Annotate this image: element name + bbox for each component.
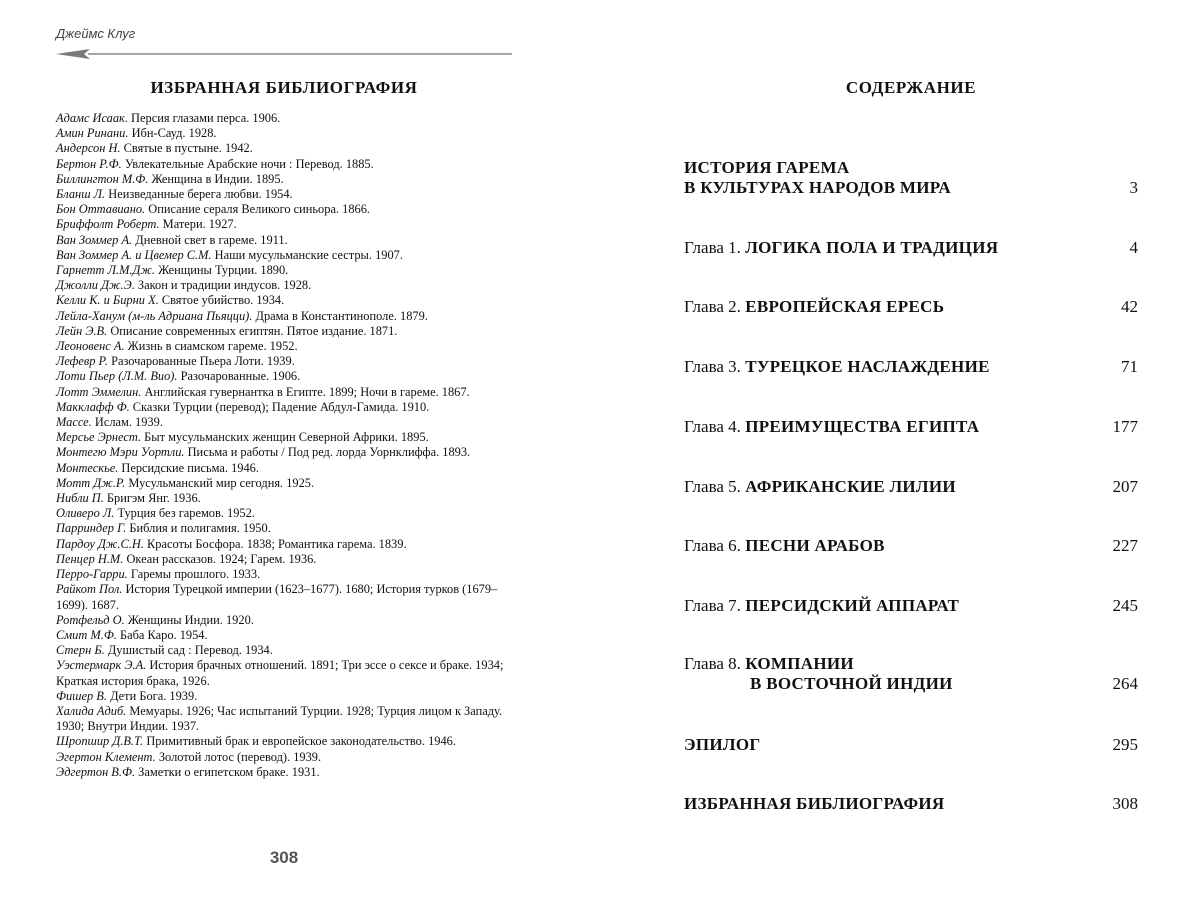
toc-entry-text [684,238,1138,258]
bibliography-list [56,111,512,780]
bibliography-entry [56,339,512,354]
bibliography-author: Пардоу Дж.С.Н. [56,536,144,551]
toc-entry-text [684,297,1138,317]
toc-chapter-prefix: Глава 6. [684,536,741,555]
bibliography-title: ИЗБРАННАЯ БИБЛИОГРАФИЯ [150,78,418,97]
toc-entry[interactable] [684,477,1138,497]
bibliography-entry [56,521,512,536]
bibliography-entry [56,248,512,263]
bibliography-author: Оливеро Л. [56,506,115,521]
bibliography-author: Джолли Дж.Э. [56,278,135,293]
bibliography-entry [56,658,512,688]
toc-chapter-title: ИЗБРАННАЯ БИБЛИОГРАФИЯ [684,794,945,813]
toc-entry[interactable] [684,158,1138,198]
bibliography-author: Эдгертон В.Ф. [56,764,136,779]
bibliography-author: Смит М.Ф. [56,627,117,642]
toc-entry[interactable] [684,297,1138,317]
toc-page-number: 227 [1112,536,1138,555]
bibliography-work: Персия глазами перса. 1906. [127,111,281,125]
bibliography-work: Сказки Турции (перевод); Падение Абдул-Гамида. 1910. [129,399,430,414]
toc-page-number: 177 [1112,417,1138,436]
toc-chapter-title: АФРИКАНСКИЕ ЛИЛИИ [745,477,956,496]
bibliography-work: Примитивный брак и европейское законодательство. 1946. [143,734,456,749]
bibliography-work: Турция без гаремов. 1952. [114,506,255,521]
bibliography-entry [56,582,512,612]
bibliography-entry [56,765,512,780]
bibliography-work: Быт мусульманских женщин Северной Африки. 1895. [141,430,429,445]
toc-entry-text [684,477,1138,497]
bibliography-entry [56,293,512,308]
bibliography-work: Океан рассказов. 1924; Гарем. 1936. [123,551,317,566]
bibliography-entry [56,552,512,567]
toc-chapter-title: ПРЕИМУЩЕСТВА ЕГИПТА [745,417,980,436]
bibliography-entry [56,506,512,521]
bibliography-entry [56,430,512,445]
bibliography-author: Лефевр Р. [56,354,108,369]
bibliography-work: Наши мусульманские сестры. 1907. [211,247,403,262]
toc-page-number: 295 [1112,735,1138,754]
toc-chapter-title: ИСТОРИЯ ГАРЕМА [684,158,850,177]
bibliography-work: Описание сераля Великого синьора. 1866. [145,202,371,217]
bibliography-entry [56,750,512,765]
bibliography-work: Жизнь в сиамском гареме. 1952. [124,339,298,354]
bibliography-entry [56,111,512,126]
bibliography-work: Бригэм Янг. 1936. [103,491,201,506]
bibliography-author: Ван Зоммер А. [56,232,133,247]
toc-chapter-title-continued: В КУЛЬТУРАХ НАРОДОВ МИРА [684,178,951,197]
toc-entry[interactable] [684,735,1138,755]
bibliography-entry [56,187,512,202]
bibliography-author: Бланш Л. [56,187,106,202]
bibliography-author: Пенцер Н.М. [56,551,124,566]
bibliography-author: Андерсон Н. [56,141,121,156]
toc-title: СОДЕРЖАНИЕ [845,78,977,97]
toc-chapter-prefix: Глава 3. [684,357,741,376]
toc-chapter-title: КОМПАНИИ [745,654,854,673]
toc-entry[interactable] [684,238,1138,258]
bibliography-author: Ротфельд О. [56,612,125,627]
arrow-rule-icon [54,44,514,64]
toc-entry-text [684,357,1138,377]
bibliography-author: Бон Оттавиано. [56,202,146,217]
bibliography-author: Мерсье Эрнест. [56,430,142,445]
toc-entry[interactable] [684,794,1138,814]
bibliography-author: Адамс Исаак. [56,111,128,125]
toc-entry-text [684,654,1138,694]
bibliography-work: Библия и полигамия. 1950. [126,521,271,536]
bibliography-work: История Турецкой империи (1623–1677). 1680; История турков (1679–1699). 1687. [56,582,498,612]
bibliography-author: Лотт Эммелин. [56,384,142,399]
bibliography-author: Уэстермарк Э.А. [56,658,147,673]
bibliography-entry [56,126,512,141]
bibliography-entry [56,415,512,430]
bibliography-work: Гаремы прошлого. 1933. [127,567,261,582]
bibliography-author: Перро-Гарри. [56,567,128,582]
bibliography-work: Ибн-Сауд. 1928. [128,126,217,141]
bibliography-work: Мусульманский мир сегодня. 1925. [125,475,315,490]
bibliography-work: Дневной свет в гареме. 1911. [132,232,288,247]
bibliography-author: Монтескье. [56,460,119,475]
toc-chapter-prefix: Глава 8. [684,654,741,673]
bibliography-work: Ислам. 1939. [91,415,163,430]
toc-entry-text [684,536,1138,556]
bibliography-entry [56,704,512,734]
bibliography-entry [56,324,512,339]
bibliography-entry [56,643,512,658]
bibliography-entry [56,476,512,491]
bibliography-entry [56,369,512,384]
bibliography-author: Нибли П. [56,491,104,506]
bibliography-author: Массе. [56,415,92,430]
toc-chapter-title: ЕВРОПЕЙСКАЯ ЕРЕСЬ [745,297,945,316]
bibliography-author: Бриффолт Роберт. [56,217,160,232]
bibliography-work: Описание современных египтян. Пятое издание. 1871. [107,323,398,338]
bibliography-entry [56,689,512,704]
bibliography-work: Разочарованные Пьера Лоти. 1939. [107,354,295,369]
bibliography-work: Персидские письма. 1946. [118,460,259,475]
toc-page-number: 4 [1129,238,1138,257]
bibliography-work: Золотой лотос (перевод). 1939. [155,749,322,764]
toc-chapter-prefix: Глава 4. [684,417,741,436]
bibliography-author: Гарнетт Л.М.Дж. [56,263,156,278]
bibliography-author: Мотт Дж.Р. [56,475,126,490]
bibliography-author: Шропшир Д.В.Т. [56,734,144,749]
bibliography-work: Святые в пустыне. 1942. [120,141,253,156]
bibliography-entry [56,141,512,156]
bibliography-work: Английская гувернантка в Египте. 1899; Ночи в гареме. 1867. [141,384,470,399]
bibliography-work: Драма в Константинополе. 1879. [252,308,428,323]
bibliography-author: Биллингтон М.Ф. [56,171,149,186]
bibliography-entry [56,400,512,415]
toc-entry[interactable] [684,536,1138,556]
bibliography-entry [56,461,512,476]
bibliography-author: Лейла-Ханум (м-ль Адриана Пьяцци). [56,308,253,323]
bibliography-work: Закон и традиции индусов. 1928. [134,278,312,293]
toc-entry[interactable] [684,357,1138,377]
bibliography-author: Лейн Э.В. [56,323,108,338]
bibliography-author: Эгертон Клемент. [56,749,156,764]
toc-chapter-prefix: Глава 1. [684,238,741,257]
toc-entry-text [684,794,1138,814]
toc-chapter-title: ЛОГИКА ПОЛА И ТРАДИЦИЯ [745,238,999,257]
bibliography-work: Баба Каро. 1954. [116,627,208,642]
bibliography-entry [56,354,512,369]
bibliography-entry [56,537,512,552]
bibliography-author: Макклафф Ф. [56,399,130,414]
bibliography-entry [56,613,512,628]
bibliography-work: Женщина в Индии. 1895. [148,171,284,186]
toc-page-number: 264 [1112,674,1138,693]
toc-chapter-title: ЭПИЛОГ [684,735,761,754]
bibliography-author: Амин Ринани. [56,126,129,141]
bibliography-author: Стерн Б. [56,643,105,658]
bibliography-work: История брачных отношений. 1891; Три эссе о сексе и браке. 1934; Краткая история брака, 1926. [56,658,504,688]
toc-entry-text [684,417,1138,437]
toc-chapter-prefix: Глава 2. [684,297,741,316]
bibliography-author: Бертон Р.Ф. [56,156,122,171]
toc-entry[interactable] [684,417,1138,437]
bibliography-author: Ван Зоммер А. и Цвемер С.М. [56,247,212,262]
bibliography-author: Монтегю Мэри Уортли. [56,445,185,460]
bibliography-entry [56,202,512,217]
toc-page-number: 308 [1112,794,1138,813]
toc-page-number: 42 [1121,297,1138,316]
bibliography-author: Парриндер Г. [56,521,127,536]
bibliography-work: Дети Бога. 1939. [106,688,198,703]
toc-entry[interactable] [684,654,1138,694]
toc-chapter-title: ПЕСНИ АРАБОВ [745,536,885,555]
bibliography-entry [56,567,512,582]
toc-entry-text [684,158,1138,198]
bibliography-author: Лоти Пьер (Л.М. Вио). [56,369,178,384]
bibliography-author: Халида Адиб. [56,703,127,718]
bibliography-work: Женщины Индии. 1920. [124,612,254,627]
bibliography-entry [56,445,512,460]
page-number: 308 [269,848,299,867]
bibliography-entry [56,263,512,278]
bibliography-entry [56,217,512,232]
running-head: Джеймс Клуг [56,26,136,41]
bibliography-work: Разочарованные. 1906. [177,369,301,384]
bibliography-author: Райкот Пол. [56,582,123,597]
bibliography-entry [56,172,512,187]
bibliography-work: Мемуары. 1926; Час испытаний Турции. 1928; Турция лицом к Западу. 1930; Внутри Индии. 1937. [56,703,503,734]
bibliography-work: Красоты Босфора. 1838; Романтика гарема. 1839. [143,536,407,551]
bibliography-author: Келли К. и Бирни Х. [56,293,159,308]
toc-chapter-title-continued: В ВОСТОЧНОЙ ИНДИИ [750,674,953,693]
bibliography-entry [56,385,512,400]
bibliography-author: Фишер В. [56,688,107,703]
toc-page-number: 3 [1129,178,1138,197]
bibliography-work: Неизведанные берега любви. 1954. [105,187,293,202]
bibliography-work: Святое убийство. 1934. [158,293,285,308]
bibliography-work: Душистый сад : Перевод. 1934. [104,643,273,658]
bibliography-author: Леоновенс А. [56,339,125,354]
bibliography-work: Женщины Турции. 1890. [155,263,289,278]
bibliography-work: Письма и работы / Под ред. лорда Уорнклиффа. 1893. [184,445,471,460]
bibliography-entry [56,309,512,324]
bibliography-entry [56,628,512,643]
bibliography-entry [56,491,512,506]
toc-chapter-prefix: Глава 7. [684,596,741,615]
bibliography-entry [56,734,512,749]
toc-chapter-title: ПЕРСИДСКИЙ АППАРАТ [745,596,960,615]
toc-page-number: 207 [1112,477,1138,496]
toc-chapter-title: ТУРЕЦКОЕ НАСЛАЖДЕНИЕ [745,357,990,376]
bibliography-entry [56,278,512,293]
toc-entry[interactable] [684,596,1138,616]
bibliography-work: Матери. 1927. [159,217,237,232]
bibliography-entry [56,157,512,172]
bibliography-work: Увлекательные Арабские ночи : Перевод. 1885. [121,156,374,171]
toc-chapter-prefix: Глава 5. [684,477,741,496]
bibliography-work: Заметки о египетском браке. 1931. [135,764,320,779]
toc-page-number: 71 [1121,357,1138,376]
toc-page-number: 245 [1112,596,1138,615]
toc-entry-text [684,596,1138,616]
toc-entry-text [684,735,1138,755]
bibliography-entry [56,233,512,248]
